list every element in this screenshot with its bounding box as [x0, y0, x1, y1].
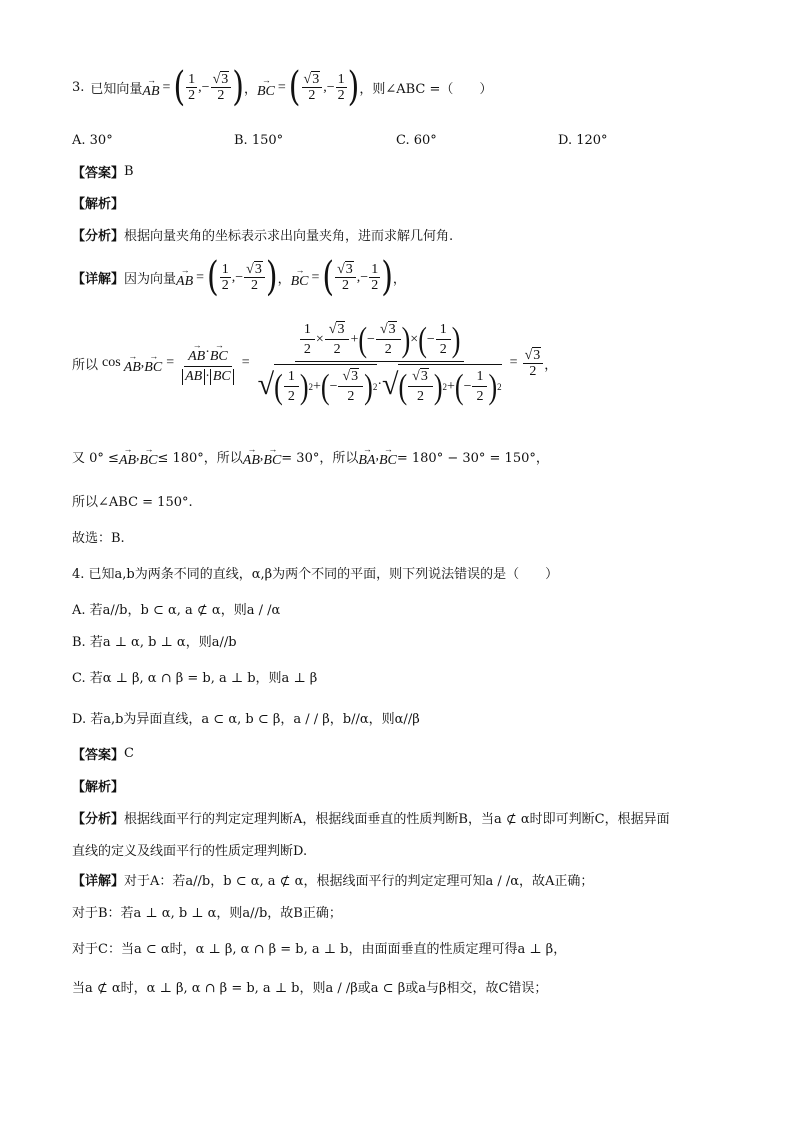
q3-detail-cn-comma-2: ， — [392, 272, 406, 287]
q4-detail-c1: 对于C：当a ⊂ α时，α ⊥ β, α ∩ β = b, a ⊥ b，由面面垂直的性质定理可得a ⊥ β， — [72, 942, 567, 957]
q3-eq-2: = — [277, 79, 286, 95]
q4-answer-value: C — [124, 746, 134, 761]
q3-option-b: B. 150° — [234, 132, 284, 148]
q3-detail-frac-1: $\frac{1}{2}$ — [221, 262, 229, 293]
q3-range-line — [72, 445, 549, 468]
q3-vec-ab: → AB — [142, 75, 160, 99]
q3-cos-result: $\frac{√3}{2}$ — [523, 348, 544, 379]
q3-range-c: = 30°，所以 — [281, 451, 359, 466]
q4-detail-b: 对于B：若a ⊥ α, b ⊥ α，则a//b，故B正确； — [72, 906, 342, 921]
q3-detail-eq-2: = — [311, 269, 320, 285]
q3-cos-angle: → AB , → BC — [123, 350, 163, 375]
q4-option-b: B. 若a ⊥ α, b ⊥ α，则a//b — [72, 635, 237, 650]
q3-paren-right: ) — [232, 63, 244, 111]
q3-detail-frac-2: $\frac{√3}{2}$ — [244, 262, 265, 293]
q3-cos-eq-2: = — [241, 355, 250, 370]
q3-detail-frac-3: $\frac{√3}{2}$ — [335, 262, 356, 293]
q3-fenxi-text: 根据向量夹角的坐标表示求出向量夹角，进而求解几何角. — [124, 229, 454, 244]
q3-stem-pre: 已知向量 — [90, 82, 143, 97]
q3-range-angle-2: → AB , → BC — [242, 444, 282, 468]
q3-range-angle-3: → BA , → BC — [358, 444, 397, 468]
q3-detail-paren-1: ( — [207, 253, 219, 301]
q3-detail-vec-bc: → BC — [290, 265, 309, 289]
q3-cos-frac-numeric: $\frac{1}{2}$ × $\frac{√3}{2}$ + ( − $\frac{√3}{2}$ ) × ( − $\frac{1}{2}$ ) √ ( $\frac{1}{2}$ ) 2 + ( − $\frac{√3}{2}$ ) 2 · √ ( $\frac{√3}{2}$ ) 2 + ( − $\frac{1}{2}$ ) 2 — [257, 319, 502, 406]
q3-cos-eq-1: = — [166, 355, 175, 370]
q3-analysis-tag — [72, 193, 124, 212]
q3-suoyi: 所以 — [72, 357, 99, 373]
q3-range-a: 又 0° ≤ — [72, 451, 119, 466]
q3-eq-1: = — [162, 79, 171, 95]
q4-fenxi-tag: 【分析】 — [72, 812, 125, 827]
q4-detail-c2: 当a ⊄ α时，α ⊥ β, α ∩ β = b, a ⊥ b，则a / /β或a ⊂ β或a与β相交，故C错误； — [72, 981, 548, 996]
q3-detail-pre: 因为向量 — [124, 272, 177, 287]
q3-option-d: D. 120° — [558, 132, 608, 148]
q4-option-d: D. 若a,b为异面直线，a ⊂ α, b ⊂ β，a / / β，b//α，则α//β — [72, 712, 420, 727]
q3-paren-left-2: ( — [288, 63, 301, 111]
q4-detail-a — [72, 870, 593, 889]
q3-range-b: ≤ 180°，所以 — [157, 451, 243, 466]
q3-stem-post: ，则∠ABC =（ ） — [359, 82, 493, 97]
q3-detail-minus-2: − — [360, 269, 369, 285]
q3-fenxi-tag: 【分析】 — [72, 229, 125, 244]
q3-answer-tag: 【答案】 — [72, 166, 125, 181]
q4-answer-tag: 【答案】 — [72, 748, 125, 763]
q3-conclude: 所以∠ABC = 150°. — [72, 495, 193, 510]
q3-vec-bc: → BC — [256, 75, 275, 99]
q3-cos-frac-vectors: → AB · → BC AB · BC — [178, 339, 238, 387]
q3-detail-comma-2: , — [356, 269, 361, 285]
q3-detail-paren-2: ) — [265, 253, 278, 301]
q3-cos-formula — [72, 318, 557, 408]
q4-option-c: C. 若α ⊥ β, α ∩ β = b, a ⊥ b，则a ⊥ β — [72, 671, 318, 686]
q3-range-angle-1: → AB , → BC — [118, 444, 158, 468]
q3-frac-sqrt3: $\frac{√3}{2}$ — [211, 72, 232, 103]
q4-analysis-label: 【解析】 — [72, 780, 125, 795]
q3-detail-paren-4: ) — [381, 253, 393, 301]
q3-cos-tail: ， — [544, 357, 558, 373]
q3-paren-right-2: ) — [347, 63, 360, 111]
q3-detail-frac-4: $\frac{1}{2}$ — [371, 262, 379, 293]
q4-option-a: A. 若a//b，b ⊂ α, a ⊄ α，则a / /α — [72, 603, 281, 618]
q4-detail-a-text: 对于A：若a//b，b ⊂ α, a ⊄ α，根据线面平行的判定定理可知a / /α，故A正确； — [124, 874, 594, 889]
q3-range-d: = 180° − 30° = 150°， — [396, 451, 549, 466]
q3-detail-minus-1: − — [235, 269, 244, 285]
q3-fenxi — [72, 225, 453, 244]
q3-answer — [72, 162, 134, 181]
q3-paren-left: ( — [173, 63, 186, 111]
q3-detail-eq-1: = — [196, 269, 205, 285]
q4-answer — [72, 744, 134, 763]
q3-detail-tag: 【详解】 — [72, 272, 125, 287]
q3-answer-value: B — [124, 164, 134, 179]
q3-choose: 故选：B. — [72, 531, 125, 546]
q3-option-c: C. 60° — [396, 132, 437, 148]
q4-fenxi-1 — [72, 808, 670, 827]
q3-detail-cn-comma: ， — [277, 272, 291, 287]
q3-comma: , — [198, 79, 202, 95]
q3-cn-comma: ， — [243, 82, 257, 97]
q3-analysis-label: 【解析】 — [72, 197, 125, 212]
q3-minus-2: − — [326, 79, 335, 95]
q4-detail-tag: 【详解】 — [72, 874, 125, 889]
q3-detail — [72, 253, 406, 301]
q3-cos-eq-3: = — [509, 355, 518, 370]
q4-fenxi-2: 直线的定义及线面平行的性质定理判断D. — [72, 844, 308, 859]
q3-detail-paren-3: ( — [322, 253, 335, 301]
q3-comma-2: , — [323, 79, 327, 95]
q3-detail-vec-ab: → AB — [176, 265, 194, 289]
q3-frac-half-b: $\frac{1}{2}$ — [337, 72, 345, 103]
q4-analysis-tag — [72, 776, 124, 795]
q3-detail-comma-1: , — [231, 269, 236, 285]
q3-option-a: A. 30° — [72, 132, 113, 148]
q3-frac-half: $\frac{1}{2}$ — [188, 72, 196, 103]
q4-stem: 4. 已知a,b为两条不同的直线，α,β为两个不同的平面，则下列说法错误的是（ ） — [72, 567, 559, 582]
q3-frac-sqrt3-b: $\frac{√3}{2}$ — [302, 72, 323, 103]
q3-number: 3. — [72, 80, 85, 95]
q3-stem — [72, 63, 493, 111]
q3-minus: − — [201, 79, 210, 95]
q3-options — [72, 131, 722, 149]
q3-cos: cos — [102, 355, 121, 370]
q4-fenxi-text-1: 根据线面平行的判定定理判断A，根据线面垂直的性质判断B，当a ⊄ α时即可判断C，根据异面 — [124, 812, 670, 827]
